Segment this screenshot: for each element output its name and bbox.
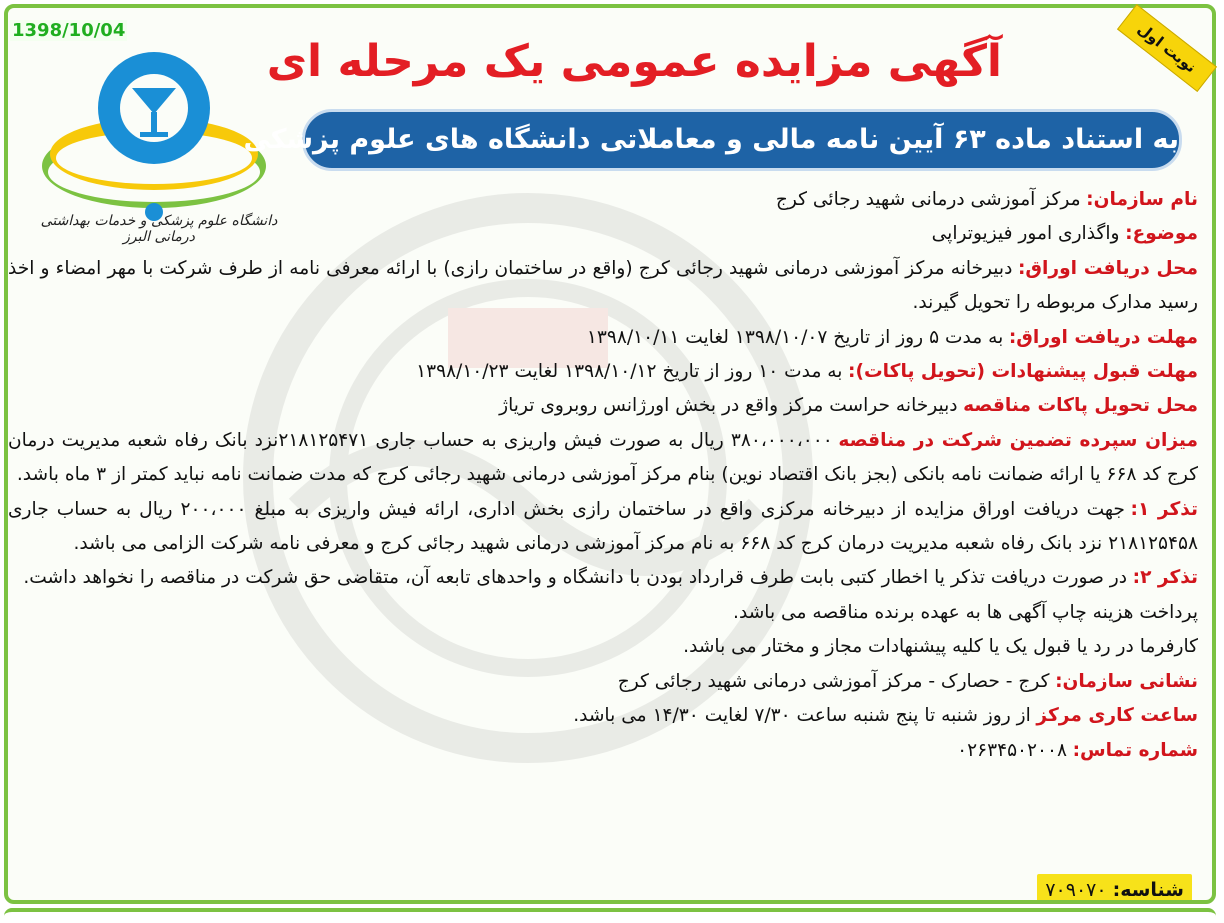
next-ad-border [4,908,1216,923]
notice-id [1037,874,1192,904]
notice-item [8,252,1198,321]
item-text: به مدت ۱۰ روز از تاریخ ۱۳۹۸/۱۰/۱۲ لغایت ۱۳۹۸/۱۰/۲۳ [416,361,843,383]
item-text: کارفرما در رد یا قبول یک یا کلیه پیشنهادات مجاز و مختار می باشد. [683,636,1198,658]
item-label: مهلت دریافت اوراق: [1008,326,1198,348]
item-label: موضوع: [1125,223,1198,245]
notice-item [8,493,1198,562]
publish-date: 1398/10/04 [12,20,126,41]
notice-item [8,596,1198,630]
notice-item [8,217,1198,251]
first-round-badge: نوبت اول [1117,4,1217,92]
notice-subtitle: به استناد ماده ۶۳ آیین نامه مالی و معاملاتی دانشگاه های علوم پزشکی [302,109,1182,171]
notice-frame [4,4,1216,904]
notice-item [8,665,1198,699]
notice-item [8,355,1198,389]
notice-id-value: ۷۰۹۰۷۰ [1045,879,1107,901]
notice-item [8,183,1198,217]
notice-id-label: شناسه: [1112,879,1184,901]
notice-body [8,183,1198,768]
item-text: دبیرخانه حراست مرکز واقع در بخش اورژانس روبروی تریاژ [499,395,958,417]
notice-item [8,321,1198,355]
notice-item [8,699,1198,733]
item-label: تذکر ۱: [1130,498,1198,520]
item-label: نشانی سازمان: [1055,670,1198,692]
item-label: تذکر ۲: [1132,567,1198,589]
item-text: کرج - حصارک - مرکز آموزشی درمانی شهید رجائی کرج [617,670,1050,692]
item-text: واگذاری امور فیزیوتراپی [931,223,1120,245]
item-text: مرکز آموزشی درمانی شهید رجائی کرج [775,189,1081,210]
notice-title: آگهی مزایده عمومی یک مرحله ای [266,36,1002,87]
item-label: مهلت قبول پیشنهادات (تحویل پاکات): [848,361,1198,383]
item-text: پرداخت هزینه چاپ آگهی ها به عهده برنده مناقصه می باشد. [733,601,1198,623]
notice-item [8,561,1198,595]
item-label: شماره تماس: [1072,739,1198,761]
item-text: ۳۸۰،۰۰۰،۰۰۰ ریال به صورت فیش واریزی به حساب جاری ۲۱۸۱۲۵۴۷۱نزد بانک رفاه شعبه مدیریت درمان کرج کد ۶۶۸ یا ارائه ضمانت نامه بانکی (بجز بانک اقتصاد نوین) بنام مرکز آموزشی درمانی شهید رجائی کرج که مدت ضمانت نامه نباید کمتر از ۳ ماه باشد. [8,429,1198,486]
notice-item [8,389,1198,423]
notice-item [8,630,1198,664]
item-text: در صورت دریافت تذکر یا اخطار کتبی بابت طرف قرارداد بودن با دانشگاه و واحدهای تابعه آن، متقاضی حق شرکت در مناقصه را نخواهد داشت. [23,567,1128,589]
notice-item [8,424,1198,493]
logo-caption: دانشگاه علوم پزشکی و خدمات بهداشتی درمانی البرز [40,213,278,245]
item-label: میزان سپرده تضمین شرکت در مناقصه [838,429,1199,451]
item-text: جهت دریافت اوراق مزایده از دبیرخانه مرکزی واقع در ساختمان رازی بخش اداری، ارائه فیش واریزی به مبلغ ۲۰۰،۰۰۰ ریال به حساب جاری ۲۱۸۱۲۵۴۵۸ نزد بانک رفاه شعبه مدیریت درمان کرج کد ۶۶۸ به نام مرکز آموزشی درمانی شهید رجائی کرج و معرفی نامه شرکت الزامی می باشد. [8,498,1198,555]
item-label: نام سازمان: [1086,189,1198,210]
item-text: ۰۲۶۳۴۵۰۲۰۰۸ [957,739,1067,761]
item-label: ساعت کاری مرکز [1036,705,1198,727]
item-text: دبیرخانه مرکز آموزشی درمانی شهید رجائی کرج (واقع در ساختمان رازی) با ارائه معرفی نامه از طرف شرکت با مهر امضاء و اخذ رسید مدارک مربوطه را تحویل گیرند. [8,257,1198,314]
item-label: محل دریافت اوراق: [1017,257,1199,279]
notice-item [8,734,1198,768]
item-label: محل تحویل پاکات مناقصه [963,395,1198,417]
item-text: به مدت ۵ روز از تاریخ ۱۳۹۸/۱۰/۰۷ لغایت ۱۳۹۸/۱۰/۱۱ [586,326,1004,348]
item-text: از روز شنبه تا پنج شنبه ساعت ۷/۳۰ لغایت ۱۴/۳۰ می باشد. [573,705,1031,727]
